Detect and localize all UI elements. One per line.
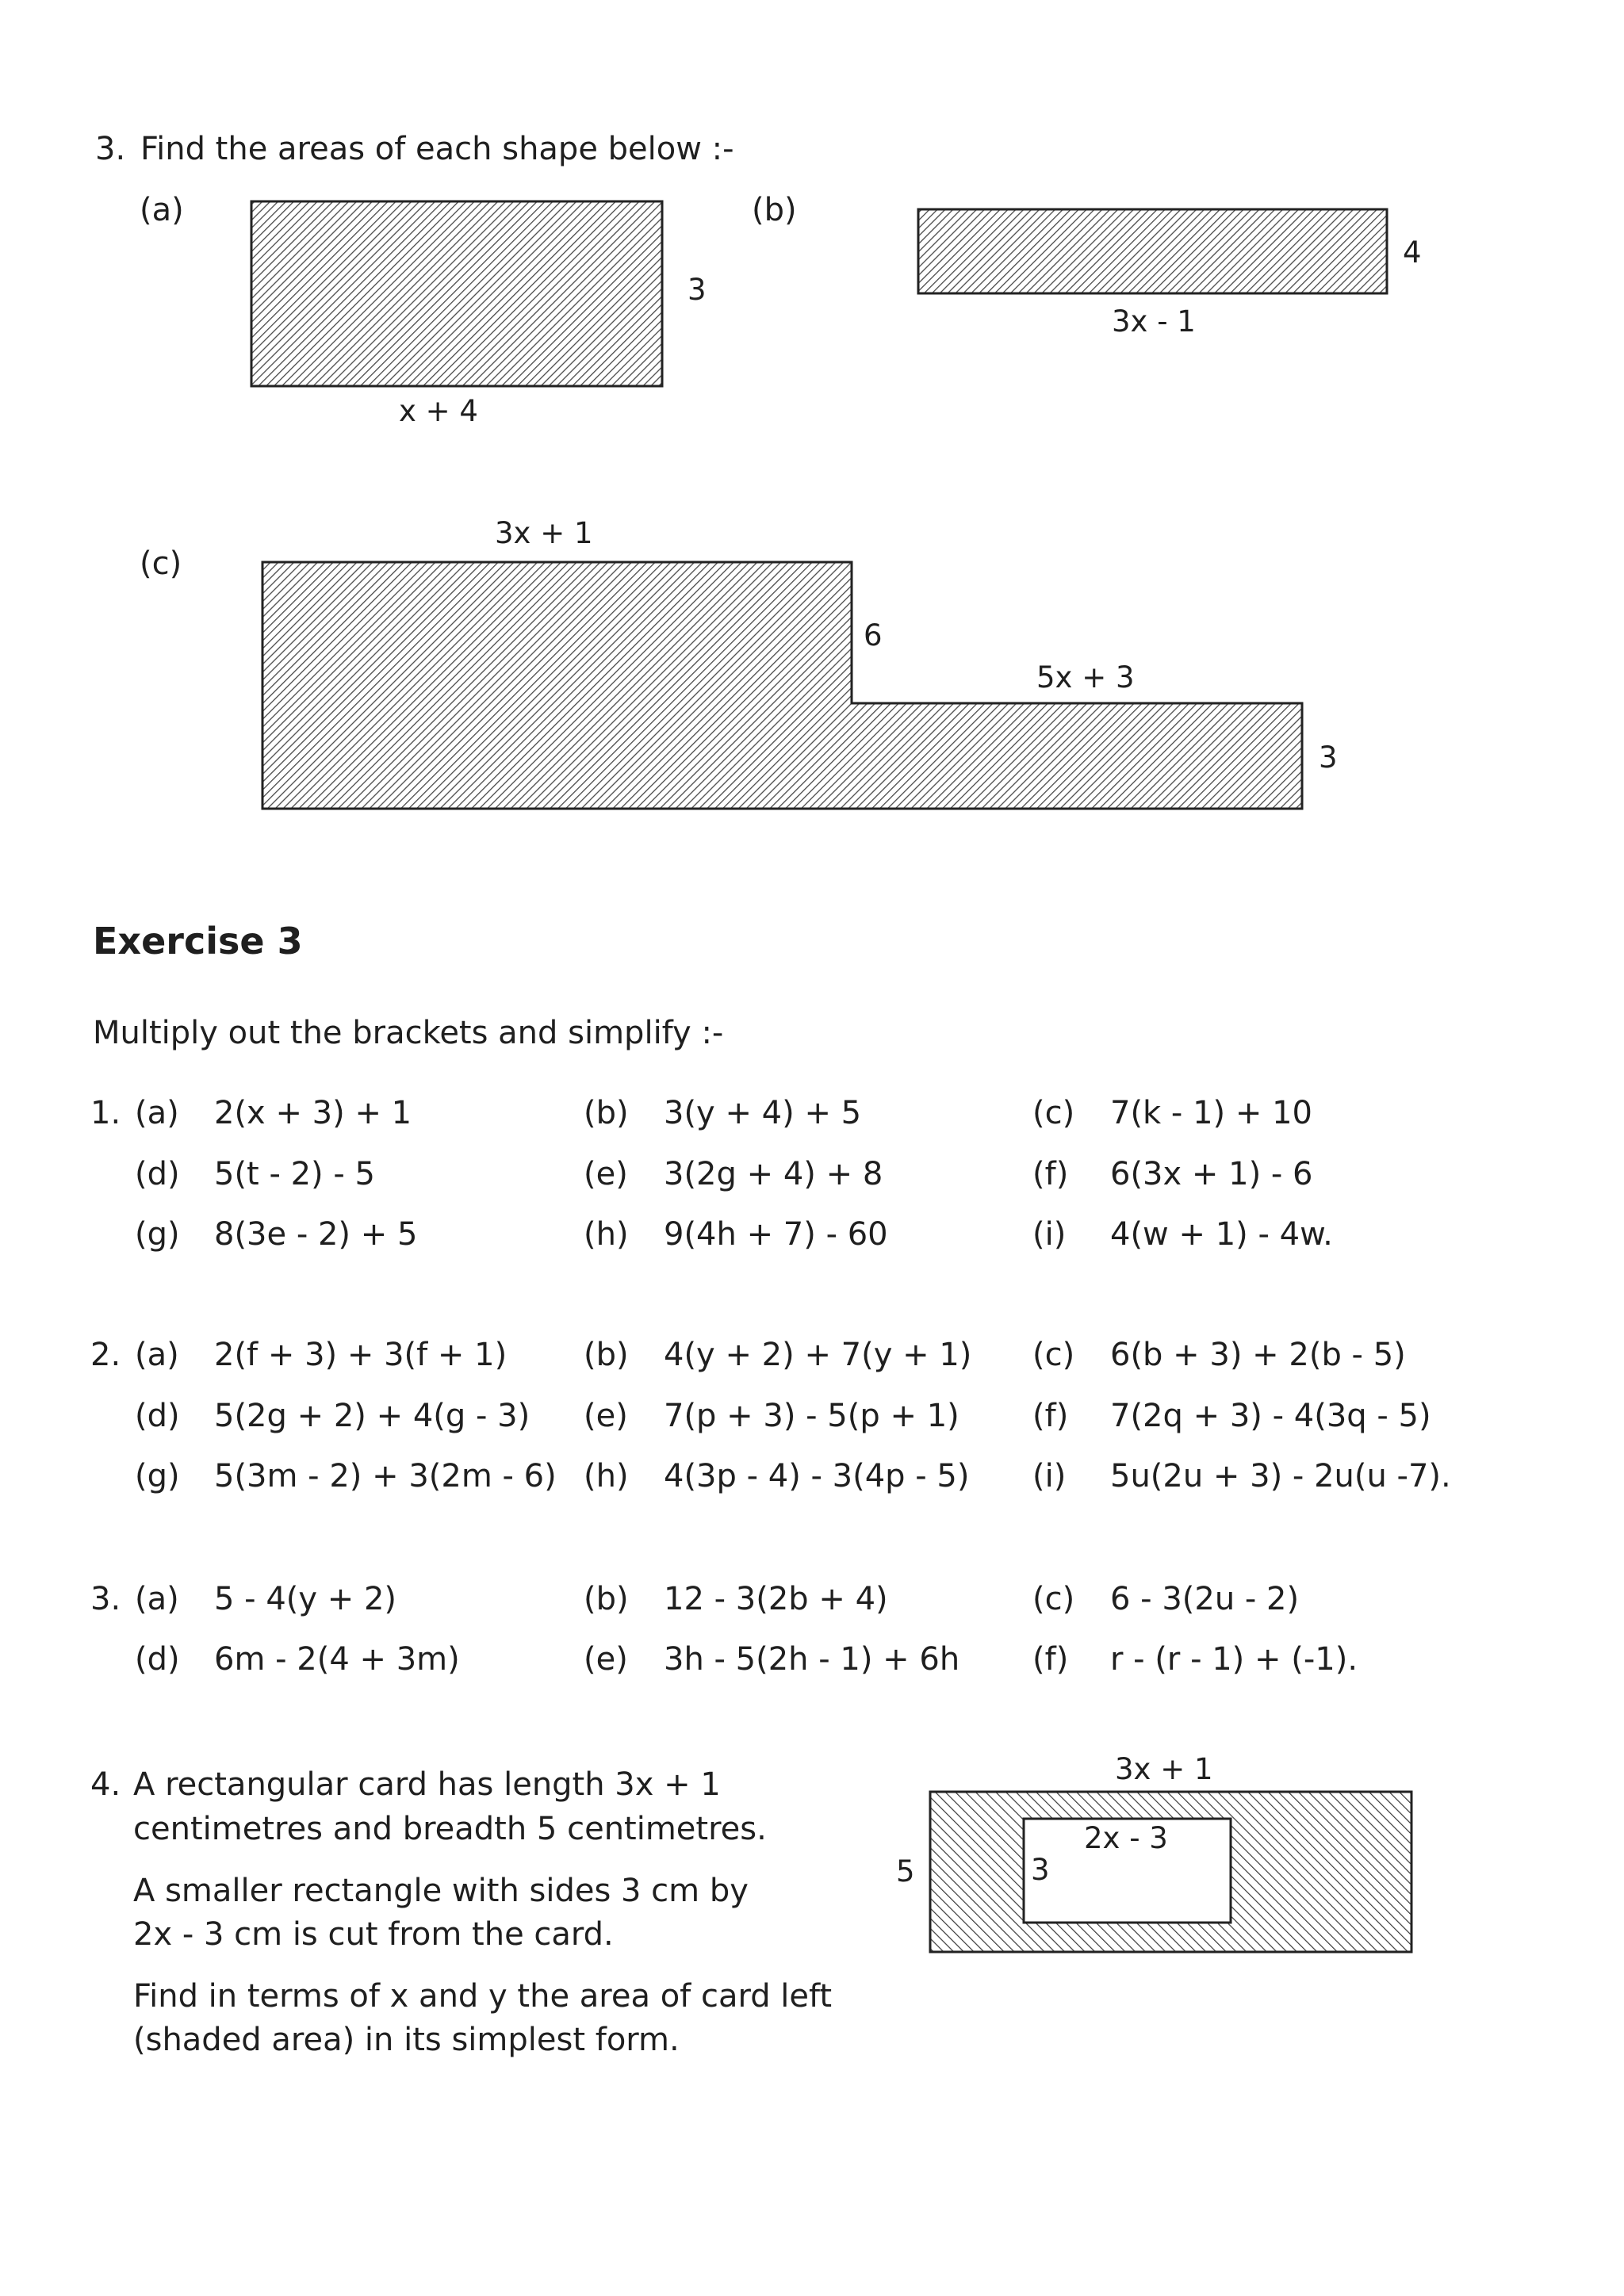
item-expression: 6(3x + 1) - 6 xyxy=(1110,1156,1313,1192)
item-expression: 5(2g + 2) + 4(g - 3) xyxy=(214,1398,530,1434)
cutout-top-label: 2x - 3 xyxy=(1084,1821,1168,1855)
question-2-number: 2. xyxy=(90,1337,121,1373)
question-4-line: (shaded area) in its simplest form. xyxy=(133,2022,680,2058)
q3-number: 3. xyxy=(95,131,126,167)
item-expression: 2(x + 3) + 1 xyxy=(214,1095,412,1131)
item-expression: r - (r - 1) + (-1). xyxy=(1110,1641,1358,1678)
cutout-left-label: 3 xyxy=(1031,1853,1050,1887)
item-expression: 12 - 3(2b + 4) xyxy=(664,1581,888,1617)
question-3-number: 3. xyxy=(90,1581,121,1617)
shape-b-rectangle xyxy=(918,209,1387,293)
item-label: (g) xyxy=(135,1458,180,1494)
item-label: (i) xyxy=(1032,1216,1067,1253)
item-label: (d) xyxy=(135,1641,180,1678)
q3-instruction: Find the areas of each shape below :- xyxy=(140,131,734,167)
item-label: (b) xyxy=(584,1581,629,1617)
item-label: (f) xyxy=(1032,1156,1069,1192)
item-label: (h) xyxy=(584,1458,629,1494)
shape-c-top: 3x + 1 xyxy=(495,516,593,550)
item-expression: 4(y + 2) + 7(y + 1) xyxy=(664,1337,972,1373)
item-expression: 7(2q + 3) - 4(3q - 5) xyxy=(1110,1398,1431,1434)
item-expression: 7(p + 3) - 5(p + 1) xyxy=(664,1398,959,1434)
shape-c-label: (c) xyxy=(140,545,182,582)
shape-a-label: (a) xyxy=(140,192,184,228)
shape-c-lower-top: 5x + 3 xyxy=(1036,660,1135,695)
item-label: (e) xyxy=(584,1641,628,1678)
item-label: (c) xyxy=(1032,1337,1075,1373)
question-4-number: 4. xyxy=(90,1766,121,1803)
item-expression: 5(t - 2) - 5 xyxy=(214,1156,375,1192)
shape-c-lower-side: 3 xyxy=(1319,740,1338,775)
item-label: (g) xyxy=(135,1216,180,1253)
card-top-label: 3x + 1 xyxy=(1115,1752,1213,1786)
item-label: (a) xyxy=(135,1095,179,1131)
question-4-line: centimetres and breadth 5 centimetres. xyxy=(133,1811,767,1847)
item-expression: 6(b + 3) + 2(b - 5) xyxy=(1110,1337,1406,1373)
item-label: (e) xyxy=(584,1398,628,1434)
item-label: (b) xyxy=(584,1337,629,1373)
item-expression: 6m - 2(4 + 3m) xyxy=(214,1641,460,1678)
item-label: (a) xyxy=(135,1337,179,1373)
item-expression: 8(3e - 2) + 5 xyxy=(214,1216,418,1253)
item-label: (e) xyxy=(584,1156,628,1192)
shape-a-bottom: x + 4 xyxy=(399,394,478,428)
exercise-title: Exercise 3 xyxy=(93,920,303,962)
question-1-number: 1. xyxy=(90,1095,121,1131)
item-expression: 3(y + 4) + 5 xyxy=(664,1095,862,1131)
item-expression: 7(k - 1) + 10 xyxy=(1110,1095,1312,1131)
question-4-line: A smaller rectangle with sides 3 cm by xyxy=(133,1873,749,1909)
item-expression: 6 - 3(2u - 2) xyxy=(1110,1581,1300,1617)
item-label: (i) xyxy=(1032,1458,1067,1494)
shape-b-label: (b) xyxy=(752,192,797,228)
shape-c-step: 6 xyxy=(864,618,883,652)
item-label: (c) xyxy=(1032,1095,1075,1131)
item-expression: 3h - 5(2h - 1) + 6h xyxy=(664,1641,960,1678)
shape-a-side: 3 xyxy=(688,273,707,307)
shape-b-bottom: 3x - 1 xyxy=(1112,304,1196,339)
shape-a-rectangle xyxy=(251,201,662,386)
item-label: (c) xyxy=(1032,1581,1075,1617)
item-expression: 3(2g + 4) + 8 xyxy=(664,1156,883,1192)
shape-c-polygon xyxy=(262,562,1302,809)
item-expression: 5u(2u + 3) - 2u(u -7). xyxy=(1110,1458,1451,1494)
item-label: (f) xyxy=(1032,1398,1069,1434)
item-label: (b) xyxy=(584,1095,629,1131)
question-4-line: Find in terms of x and y the area of card left xyxy=(133,1978,833,2015)
item-expression: 5 - 4(y + 2) xyxy=(214,1581,397,1617)
item-label: (d) xyxy=(135,1398,180,1434)
exercise-instruction: Multiply out the brackets and simplify :- xyxy=(93,1015,724,1051)
item-expression: 2(f + 3) + 3(f + 1) xyxy=(214,1337,508,1373)
item-expression: 5(3m - 2) + 3(2m - 6) xyxy=(214,1458,557,1494)
item-expression: 4(3p - 4) - 3(4p - 5) xyxy=(664,1458,970,1494)
item-label: (f) xyxy=(1032,1641,1069,1678)
item-label: (d) xyxy=(135,1156,180,1192)
card-left-label: 5 xyxy=(896,1854,915,1888)
question-4-line: A rectangular card has length 3x + 1 xyxy=(133,1766,721,1803)
question-4-line: 2x - 3 cm is cut from the card. xyxy=(133,1916,614,1953)
item-label: (a) xyxy=(135,1581,179,1617)
item-label: (h) xyxy=(584,1216,629,1253)
item-expression: 9(4h + 7) - 60 xyxy=(664,1216,888,1253)
item-expression: 4(w + 1) - 4w. xyxy=(1110,1216,1333,1253)
shape-b-side: 4 xyxy=(1403,235,1422,270)
